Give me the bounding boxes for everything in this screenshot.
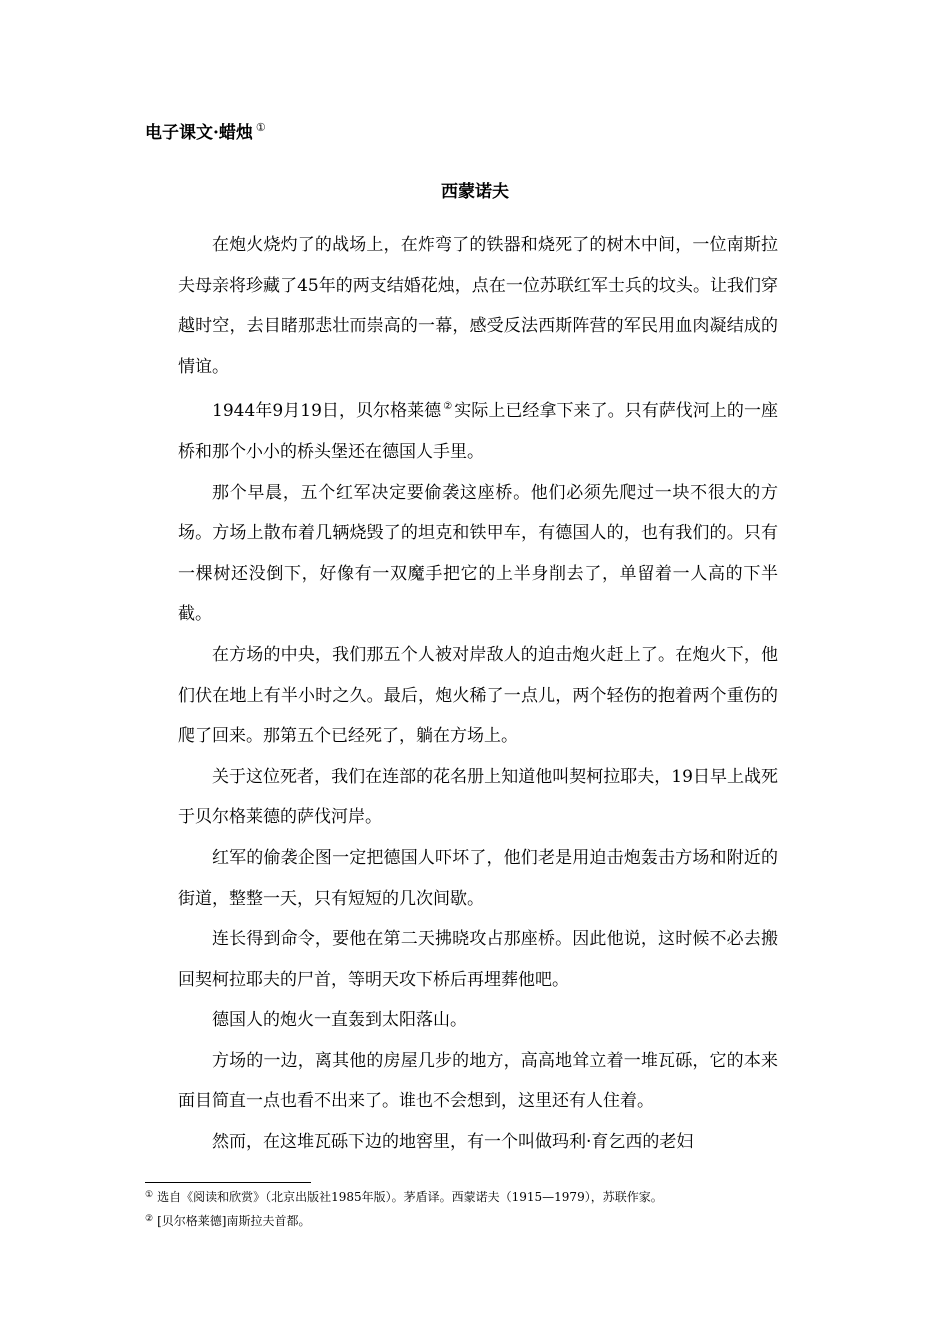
footnote-2-mark: ② — [145, 1214, 154, 1224]
heading-title: 电子课文·蜡烛 — [145, 123, 253, 143]
paragraph-5: 关于这位死者，我们在连部的花名册上知道他叫契柯拉耶夫，19日早上战死于贝尔格莱德的萨伐河岸。 — [178, 766, 778, 828]
footnote-1-mark: ① — [145, 1190, 154, 1200]
paragraph-2 — [178, 387, 778, 472]
paragraph-7: 连长得到命令，要他在第二天拂晓攻占那座桥。因此他说，这时候不必去搬回契柯拉耶夫的尸首，等明天攻下桥后再埋葬他吧。 — [178, 929, 778, 990]
article-body — [178, 225, 778, 1163]
footnote-2 — [145, 1208, 805, 1232]
footnotes — [145, 1184, 805, 1232]
paragraph-9: 方场的一边，离其他的房屋几步的地方，高高地耸立着一堆瓦砾，它的本来面目简直一点也看不出来了。谁也不会想到，这里还有人住着。 — [178, 1050, 778, 1112]
footnote-divider — [145, 1182, 311, 1183]
paragraph-8: 德国人的炮火一直轰到太阳落山。 — [212, 1010, 467, 1031]
footnote-2-text: [贝尔格莱德]南斯拉夫首都。 — [157, 1214, 311, 1228]
paragraph-3: 那个早晨，五个红军决定要偷袭这座桥。他们必须先爬过一块不很大的方场。方场上散布着几辆烧毁了的坦克和铁甲车，有德国人的，也有我们的。只有一棵树还没倒下，好像有一双魔手把它的上半身削去了，单留着一人高的下半截。 — [178, 482, 778, 625]
footnote-1 — [145, 1184, 805, 1208]
document-heading — [145, 116, 266, 145]
paragraph-6: 红军的偷袭企图一定把德国人吓坏了，他们老是用迫击炮轰击方场和附近的街道，整整一天，只有短短的几次间歇。 — [178, 847, 778, 909]
paragraph-2-text-end: 实际上已经拿下来了。只有萨伐河上的一座桥和那个小小的桥头堡还在德国人手里。 — [178, 401, 779, 462]
footnote-marker-2: ② — [443, 401, 453, 413]
paragraph-2-text-start: 1944年9月19日，贝尔格莱德 — [212, 401, 442, 422]
paragraph-10: 然而，在这堆瓦砾下边的地窖里，有一个叫做玛利·育乞西的老妇 — [212, 1132, 694, 1153]
paragraph-4: 在方场的中央，我们那五个人被对岸敌人的迫击炮火赶上了。在炮火下，他们伏在地上有半小时之久。最后，炮火稀了一点儿，两个轻伤的抱着两个重伤的爬了回来。那第五个已经死了，躺在方场上。 — [178, 644, 778, 747]
footnote-1-text: 选自《阅读和欣赏》（北京出版社1985年版）。茅盾译。西蒙诺夫（1915—1979），苏联作家。 — [157, 1190, 663, 1204]
paragraph-1: 在炮火烧灼了的战场上，在炸弯了的铁器和烧死了的树木中间，一位南斯拉夫母亲将珍藏了45年的两支结婚花烛，点在一位苏联红军士兵的坟头。让我们穿越时空，去目睹那悲壮而崇高的一幕，感受反法西斯阵营的军民用血肉凝结成的情谊。 — [178, 235, 778, 377]
article-author: 西蒙诺夫 — [441, 182, 509, 202]
footnote-marker-1: ① — [255, 121, 266, 134]
